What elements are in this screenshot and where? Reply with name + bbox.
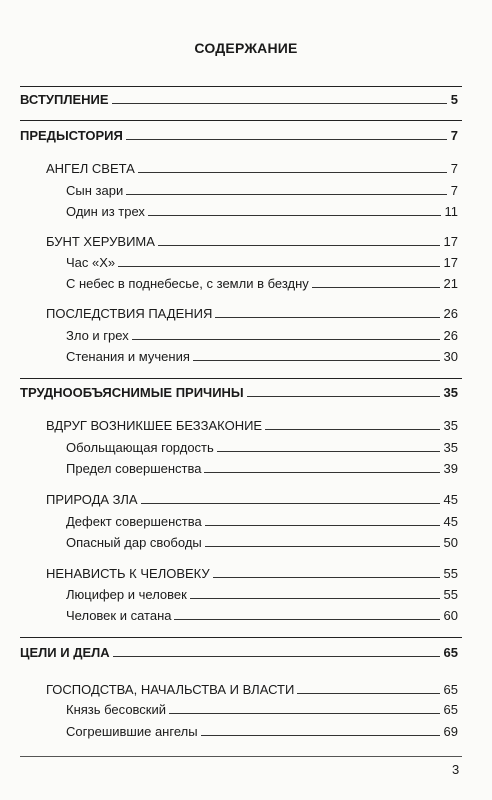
dot-leader (132, 339, 440, 340)
section-divider (20, 378, 462, 379)
toc-entry-section (46, 566, 458, 582)
toc-entry-page: 17 (443, 255, 458, 270)
toc-entry-label: Сын зари (66, 183, 124, 198)
dot-leader (312, 287, 440, 288)
toc-entry-label: Обольщающая гордость (66, 440, 214, 455)
toc-entry-section (46, 306, 458, 322)
toc-entry-subsection (66, 461, 458, 477)
toc-entry-label: Человек и сатана (66, 608, 172, 623)
toc-entry-subsection (66, 255, 458, 271)
footer-rule (20, 756, 462, 757)
toc-entry-chapter (20, 645, 458, 661)
toc-entry-label: БУНТ ХЕРУВИМА (46, 234, 155, 249)
toc-entry-label: ПРИРОДА ЗЛА (46, 492, 138, 507)
dot-leader (112, 103, 447, 104)
toc-entry-label: НЕНАВИСТЬ К ЧЕЛОВЕКУ (46, 566, 210, 581)
toc-entry-chapter (20, 128, 458, 144)
toc-entry-page: 65 (443, 702, 458, 717)
toc-entry-label: Дефект совершенства (66, 514, 202, 529)
dot-leader (215, 317, 439, 318)
toc-entry-page: 11 (444, 204, 458, 219)
page-title: СОДЕРЖАНИЕ (194, 40, 298, 56)
toc-entry-subsection (66, 183, 458, 199)
toc-entry-section (46, 161, 458, 177)
toc-entry-section (46, 682, 458, 698)
toc-entry-label: Опасный дар свободы (66, 535, 202, 550)
toc-entry-subsection (66, 702, 458, 718)
dot-leader (126, 139, 447, 140)
toc-entry-page: 69 (443, 724, 458, 739)
toc-entry-label: Стенания и мучения (66, 349, 190, 364)
toc-entry-label: Люцифер и человек (66, 587, 187, 602)
toc-entry-section (46, 418, 458, 434)
toc-entry-label: Час «Х» (66, 255, 116, 270)
dot-leader (204, 472, 439, 473)
toc-entry-section (46, 492, 458, 508)
toc-entry-page: 35 (443, 418, 458, 433)
toc-entry-page: 7 (450, 128, 458, 143)
dot-leader (158, 245, 440, 246)
dot-leader (265, 429, 439, 430)
dot-leader (113, 656, 440, 657)
dot-leader (201, 735, 440, 736)
toc-entry-subsection (66, 724, 458, 740)
toc-entry-label: Согрешившие ангелы (66, 724, 198, 739)
dot-leader (138, 172, 447, 173)
toc-entry-chapter (20, 385, 458, 401)
dot-leader (193, 360, 440, 361)
toc-entry-subsection (66, 587, 458, 603)
dot-leader (141, 503, 440, 504)
dot-leader (190, 598, 440, 599)
toc-entry-page: 26 (443, 306, 458, 321)
toc-entry-label: ЦЕЛИ И ДЕЛА (20, 645, 110, 660)
toc-entry-page: 5 (450, 92, 458, 107)
dot-leader (148, 215, 441, 216)
toc-entry-label: АНГЕЛ СВЕТА (46, 161, 135, 176)
toc-entry-label: Князь бесовский (66, 702, 167, 717)
toc-entry-page: 45 (443, 514, 458, 529)
toc-entry-page: 55 (443, 566, 458, 581)
toc-entry-label: ТРУДНООБЪЯСНИМЫЕ ПРИЧИНЫ (20, 385, 244, 400)
dot-leader (217, 451, 440, 452)
toc-entry-label: ПОСЛЕДСТВИЯ ПАДЕНИЯ (46, 306, 213, 321)
toc-entry-subsection (66, 514, 458, 530)
toc-entry-label: ВДРУГ ВОЗНИКШЕЕ БЕЗЗАКОНИЕ (46, 418, 263, 433)
toc-entry-page: 30 (443, 349, 458, 364)
toc-entry-label: ГОСПОДСТВА, НАЧАЛЬСТВА И ВЛАСТИ (46, 682, 295, 697)
toc-entry-label: Один из трех (66, 204, 145, 219)
toc-entry-chapter (20, 92, 458, 108)
toc-entry-subsection (66, 440, 458, 456)
toc-entry-page: 21 (443, 276, 458, 291)
toc-entry-page: 55 (443, 587, 458, 602)
dot-leader (118, 266, 439, 267)
dot-leader (205, 525, 440, 526)
dot-leader (126, 194, 447, 195)
toc-entry-subsection (66, 349, 458, 365)
toc-entry-label: ВСТУПЛЕНИЕ (20, 92, 109, 107)
section-divider (20, 637, 462, 638)
section-divider (20, 120, 462, 121)
toc-entry-label: С небес в поднебесье, с земли в бездну (66, 276, 309, 291)
toc-entry-page: 50 (443, 535, 458, 550)
toc-entry-subsection (66, 608, 458, 624)
dot-leader (169, 713, 440, 714)
toc-entry-subsection (66, 204, 458, 220)
toc-entry-label: Зло и грех (66, 328, 129, 343)
toc-entry-page: 45 (443, 492, 458, 507)
toc-entry-page: 60 (443, 608, 458, 623)
section-divider (20, 86, 462, 87)
toc-entry-page: 39 (443, 461, 458, 476)
toc-entry-page: 65 (443, 645, 458, 660)
toc-entry-page: 26 (443, 328, 458, 343)
toc-entry-page: 7 (450, 183, 458, 198)
toc-entry-subsection (66, 535, 458, 551)
toc-entry-page: 35 (443, 440, 458, 455)
toc-entry-page: 17 (443, 234, 458, 249)
toc-entry-section (46, 234, 458, 250)
dot-leader (247, 396, 440, 397)
dot-leader (213, 577, 440, 578)
toc-entry-page: 7 (450, 161, 458, 176)
page-number: 3 (452, 762, 460, 777)
dot-leader (174, 619, 439, 620)
dot-leader (205, 546, 440, 547)
toc-entry-page: 65 (443, 682, 458, 697)
toc-entry-label: ПРЕДЫСТОРИЯ (20, 128, 123, 143)
toc-entry-subsection (66, 276, 458, 292)
toc-entry-label: Предел совершенства (66, 461, 202, 476)
dot-leader (297, 693, 439, 694)
toc-entry-subsection (66, 328, 458, 344)
toc-entry-page: 35 (443, 385, 458, 400)
